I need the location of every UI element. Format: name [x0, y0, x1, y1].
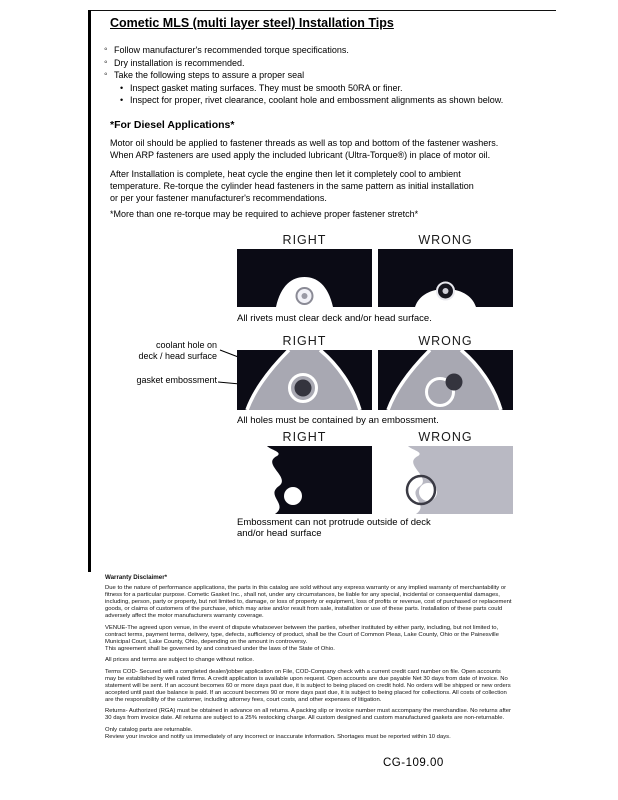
row3-wrong-label: WRONG [418, 430, 473, 444]
page-title: Cometic MLS (multi layer steel) Installation Tips [110, 16, 394, 30]
caption-line: Embossment can not protrude outside of deck [237, 517, 431, 528]
row1-right-label: RIGHT [282, 233, 327, 247]
disclaimer-paragraph: This agreement shall be governed by and construed under the laws of the State of Ohio. [105, 645, 335, 652]
row2-caption: All holes must be contained by an embossment. [237, 415, 439, 426]
label-line: coolant hole on [155, 340, 217, 350]
disclaimer-paragraph: Returns- Authorized (RGA) must be obtained in advance on all returns. A packing slip or invoice number must accompany the merchandise. No returns after 30 days from invoice date. All returns are subject to a 25% restocking charge. All custom designed and custom manufactured gaskets are non-returnable. [105, 708, 512, 721]
retorque-note: *More than one re-torque may be required to achieve proper fastener stretch* [110, 209, 419, 219]
installation-tips-list [104, 44, 544, 107]
embossment-right-diagram [237, 446, 372, 519]
rivet-center-icon [443, 288, 449, 294]
diesel-paragraph-2 [110, 168, 540, 204]
gasket-embossment-label: gasket embossment [136, 375, 217, 385]
deck-shape [267, 446, 372, 514]
row3-caption [237, 517, 431, 539]
row1-caption: All rivets must clear deck and/or head surface. [237, 313, 432, 324]
page-border-left [88, 10, 91, 572]
row1-wrong-label: WRONG [418, 233, 473, 247]
list-item: ◦ Take the following steps to assure a proper seal [104, 69, 544, 82]
diesel-paragraph-1 [110, 137, 540, 161]
rivet-center-icon [302, 293, 308, 299]
sub-list-item: • Inspect for proper, rivet clearance, coolant hole and embossment alignments as shown below. [120, 94, 544, 107]
row2-wrong-label: WRONG [418, 334, 473, 348]
caption-line: and/or head surface [237, 528, 322, 539]
catalog-page-code: CG-109.00 [383, 757, 444, 769]
paragraph-line: or per your fastener manufacturer's recommendations. [110, 193, 327, 203]
sub-list-item: • Inspect gasket mating surfaces. They must be smooth 50RA or finer. [120, 82, 544, 95]
label-line: deck / head surface [138, 350, 217, 361]
disclaimer-paragraph: VENUE-The agreed upon venue, in the event of dispute whatsoever between the parties, whether instituted by either party, including, but not limited to, contract terms, payment terms, delivery, type, defects, sufficiency of product, shall be the Court of Common Pleas, Lake County, Ohio or the Painesville Municipal Court, Lake County, Ohio, depending on the amount in controversy. [105, 624, 499, 645]
row2-right-label: RIGHT [282, 334, 327, 348]
list-item: ◦ Follow manufacturer's recommended torque specifications. [104, 44, 544, 57]
rivet-right-diagram [237, 249, 372, 312]
embossment-wrong-diagram [378, 446, 513, 519]
disclaimer-paragraph: Due to the nature of performance applications, the parts in this catalog are sold without any express warranty or any implied warranty of merchantability or fitness for a particular purpose. Cometic Gasket Inc., shall not, under any circumstances, be liable for any special, incidental or consequential damages, including, person, party or property, but not limited to, damage, or loss of property or equipment, loss of profits or revenue, cost of purchased or replacement goods, or claims of customers of the purchase, which may arise and/or result from sale, installation or use of these parts. Installation of these parts could adversely affect the motor manufacturers warranty coverage. [105, 585, 512, 619]
list-item: ◦ Dry installation is recommended. [104, 57, 544, 70]
coolant-hole-icon [295, 380, 312, 397]
diesel-applications-heading: *For Diesel Applications* [110, 119, 235, 131]
paragraph-line: Motor oil should be applied to fastener threads as well as top and bottom of the fastener washers. [110, 138, 499, 148]
coolant-wrong-drawing [378, 350, 513, 410]
rivet-right-drawing [237, 249, 372, 307]
coolant-right-drawing [237, 350, 372, 410]
page-border-top [88, 10, 556, 11]
warranty-disclaimer-section [105, 574, 513, 745]
paragraph-line: After Installation is complete, heat cycle the engine then let it completely cool to ambient [110, 169, 461, 179]
rivet-wrong-diagram [378, 249, 513, 312]
coolant-wrong-diagram [378, 350, 513, 415]
hole-icon [284, 487, 302, 505]
disclaimer-paragraph: Review your invoice and notify us immediately of any incorrect or inaccurate information. Shortages must be reported within 10 days. [105, 733, 451, 740]
disclaimer-paragraph: Terms COD- Secured with a completed dealer/jobber application on File, COD-Company check with a current credit card number on file. Open accounts may be established by well rated firms. A credit application is available upon request. Open accounts are due payable Net 30 days from date of invoice. No statement will be sent. If an account becomes 60 or more days past due, it is subject to being placed on credit hold. No orders will be shipped or new orders accepted until past due balance is paid. If an account becomes 90 or more days past due, it is subject to being placed for collections. All costs of collection are the responsibility of the customer, including attorney fees, court costs, and other expenses of litigation. [105, 668, 511, 703]
row3-right-label: RIGHT [282, 430, 327, 444]
paragraph-line: When ARP fasteners are used apply the included lubricant (Ultra-Torque®) in place of motor oil. [110, 150, 491, 160]
embossment-right-drawing [237, 446, 372, 514]
disclaimer-paragraph: Only catalog parts are returnable. [105, 726, 193, 733]
disclaimer-paragraph: All prices and terms are subject to change without notice. [105, 657, 254, 663]
coolant-hole-icon [446, 374, 463, 391]
coolant-right-diagram [237, 350, 372, 415]
rivet-wrong-drawing [378, 249, 513, 307]
embossment-wrong-drawing [378, 446, 513, 514]
disclaimer-heading: Warranty Disclaimer* [105, 574, 168, 581]
paragraph-line: temperature. Re-torque the cylinder head fasteners in the same pattern as initial installation [110, 181, 474, 191]
